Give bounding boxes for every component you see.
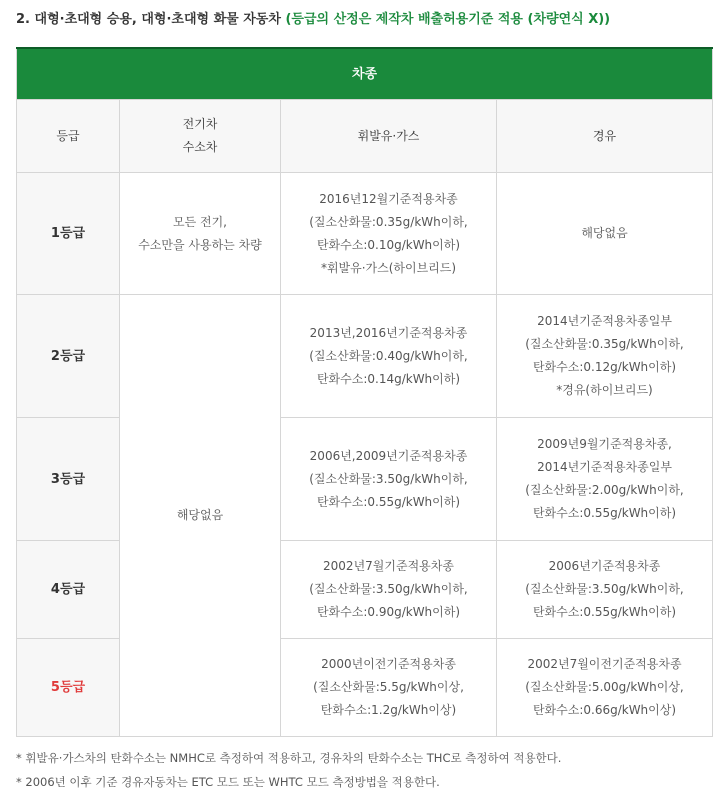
diesel-cell [497,295,713,418]
cell-line: (질소산화물:0.35g/kWh이하, [309,214,468,229]
cell-line: 탄화수소:0.55g/kWh이하) [316,494,461,509]
cell-line: 2006년기준적용차종 [548,559,661,573]
section-title-highlight: (등급의 산정은 제작차 배출허용기준 적용 (차량연식 X)) [285,12,611,27]
footnote: * 휘발유·가스차의 탄화수소는 NMHC로 측정하여 적용하고, 경유차의 탄화수소는 THC로 측정하여 적용한다. [16,751,562,765]
gasoline-cell [281,418,497,541]
cell-line: (질소산화물:0.40g/kWh이하, [309,348,468,363]
diesel-cell [497,418,713,541]
diesel-column-header: 경유 [497,100,713,173]
cell-line: 탄화수소:0.14g/kWh이하) [316,371,461,386]
cell-line: (질소산화물:5.00g/kWh이상, [525,680,684,694]
gasoline-cell [281,541,497,639]
cell-line: 2002년7월이전기준적용차종 [527,657,682,671]
vehicle-type-header: 차종 [17,48,713,100]
gasoline-cell [281,173,497,295]
cell-line: (질소산화물:5.5g/kWh이상, [313,680,464,694]
cell-line: 탄화수소:1.2g/kWh이상) [320,703,457,717]
cell-line: 2002년7월기준적용차종 [323,559,454,573]
cell-line: (질소산화물:2.00g/kWh이하, [525,483,684,497]
electric-cell [120,173,281,295]
cell-line: 2006년,2009년기준적용차종 [309,448,468,463]
footnotes [16,746,716,794]
grade-cell: 3등급 [17,418,120,541]
cell-line: 탄화수소:0.55g/kWh이하) [532,605,677,619]
grade-cell: 4등급 [17,541,120,639]
gasoline-cell [281,639,497,737]
cell-line: (질소산화물:0.35g/kWh이하, [525,337,684,351]
electric-header-line1: 전기차 [182,117,218,131]
cell-line: 탄화수소:0.10g/kWh이하) [316,237,461,252]
cell-line: 수소만을 사용하는 차량 [138,237,262,252]
electric-header-line2: 수소차 [182,140,218,154]
cell-line: 2000년이전기준적용차종 [321,657,456,671]
cell-line: (질소산화물:3.50g/kWh이하, [525,582,684,596]
section-title-main: 2. 대형·초대형 승용, 대형·초대형 화물 자동차 [16,12,286,27]
gasoline-column-header: 휘발유·가스 [281,100,497,173]
electric-merged-cell: 해당없음 [120,295,281,737]
cell-line: 탄화수소:0.90g/kWh이하) [316,605,461,619]
cell-line: 탄화수소:0.66g/kWh이상) [532,703,677,717]
diesel-cell [497,541,713,639]
cell-line: 탄화수소:0.55g/kWh이하) [532,506,677,520]
cell-line: 모든 전기, [173,214,227,229]
cell-line: 2014년기준적용차종일부 [537,314,672,328]
diesel-cell [497,639,713,737]
emission-grade-table [16,47,713,737]
cell-line: *휘발유·가스(하이브리드) [320,260,457,275]
diesel-cell [497,173,713,295]
table-row [17,295,713,418]
footnote: * 2006년 이후 기준 경유자동차는 ETC 모드 또는 WHTC 모드 측정방법을 적용한다. [16,775,440,789]
cell-line: (질소산화물:3.50g/kWh이하, [309,471,468,486]
section-title [16,8,716,32]
cell-line: *경유(하이브리드) [556,383,653,397]
grade-cell: 5등급 [17,639,120,737]
cell-line: 2013년,2016년기준적용차종 [309,325,468,340]
cell-line: 탄화수소:0.12g/kWh이하) [532,360,677,374]
cell-line: 해당없음 [581,226,628,240]
cell-line: 2016년12월기준적용차종 [319,191,458,206]
cell-line: 2009년9월기준적용차종, [537,437,672,451]
gasoline-cell [281,295,497,418]
grade-column-header: 등급 [17,100,120,173]
electric-column-header [120,100,281,173]
cell-line: 2014년기준적용차종일부 [537,460,672,474]
grade-cell: 2등급 [17,295,120,418]
grade-cell: 1등급 [17,173,120,295]
cell-line: (질소산화물:3.50g/kWh이하, [309,582,468,596]
table-row [17,173,713,295]
